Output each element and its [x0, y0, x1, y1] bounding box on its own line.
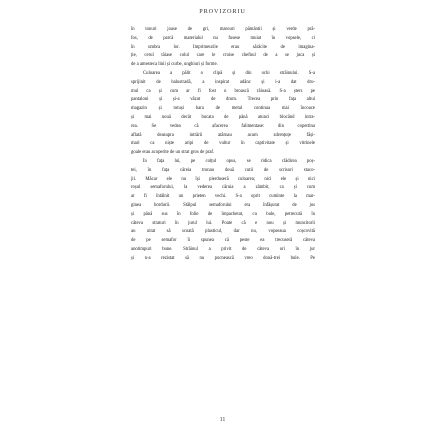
paragraph-3 — [131, 158, 315, 264]
text-line: tei, în fața căreia tronau două cutii de scrisori staco- — [131, 167, 315, 173]
paragraph-2 — [131, 70, 315, 158]
text-line: magazin și totuși bara de metal continua mai încoace — [131, 106, 315, 112]
text-line: mul ca și cum ar fi fost o broască râioasă. S-a șters pe — [131, 88, 315, 94]
text-line: jii. Măcar ele nu își pierduseră culoarea; nici ele și nici — [131, 176, 315, 182]
text-line: în umbra lor. Imprimeurile erau sărăcite de imagina- — [131, 44, 315, 50]
text-line: și n-a rezistat să nu pocnească vreo două-trei bule. Pe — [131, 255, 315, 261]
text-line: au uitat să scoată plasticul, dar nu, vopseaua coșcovită — [131, 229, 315, 235]
text-line: anotimpuri bune. Străinul a privit de câteva ori în jur — [131, 246, 315, 252]
text-line: sprijinit de balustradă, a inspirat adânc și i-a dat dru- — [131, 79, 315, 85]
page-number: 11 — [219, 417, 226, 423]
text-line: rea. Se vedea că afacerea falimentase: din copertina — [131, 123, 315, 129]
text-line: ginea bordurii. Stâlpul semaforului era înfășurat de jos — [131, 202, 315, 208]
paragraph-1 — [131, 26, 315, 70]
text-line: de pe semafor îi spunea că peste ea trecuseră câteva — [131, 238, 315, 244]
text-line: și până sus în folie de împachetat, cu bule, petrecută în — [131, 211, 315, 217]
text-line: ar fi întâlnit un prieten vechi. S-a oprit cuminte la mar- — [131, 194, 315, 200]
text-line: În fața lui, pe colțul opus, se ridica clădirea poș- — [143, 158, 315, 164]
text-line: goale erau acoperite de un strat gros de praf. — [131, 150, 215, 156]
text-line: Culoarea a pălit o clipă și din ochi străinului. S-a — [143, 70, 315, 76]
text-line: fos, de parcă materialul nu fusese muiat în vopsele, ci — [131, 35, 315, 41]
text-line: de a amesteca linii și curbe, unghiuri și forme. — [131, 62, 218, 68]
text-line: în tonuri joase de gri, marouri pământii și verde pră- — [131, 27, 315, 32]
text-line: și mai nouă decât bucata de până atunci blocând intra- — [131, 114, 315, 120]
text-line: mari ca niște aripi de vultur în captivitate și vitrinele — [131, 141, 315, 147]
text-line: aflată deasupra intrării atârnau acum zdrențuțe făși- — [131, 132, 315, 138]
text-line: pantaloni și și-a văzut de drum. Trecea prin fața altui — [131, 97, 315, 103]
body-text — [131, 26, 315, 264]
text-line: roșul semaforului, la vederea căruia a zâmbit, ca și cum — [131, 185, 315, 191]
text-line: ție, cerul tăiase colul care le croise chefnul de a se juca și — [131, 53, 315, 59]
running-head: PROVIZORIU — [199, 8, 246, 15]
text-line: câteva straturi în jurul lui. Poate că e nou și muncitorii — [131, 220, 315, 226]
